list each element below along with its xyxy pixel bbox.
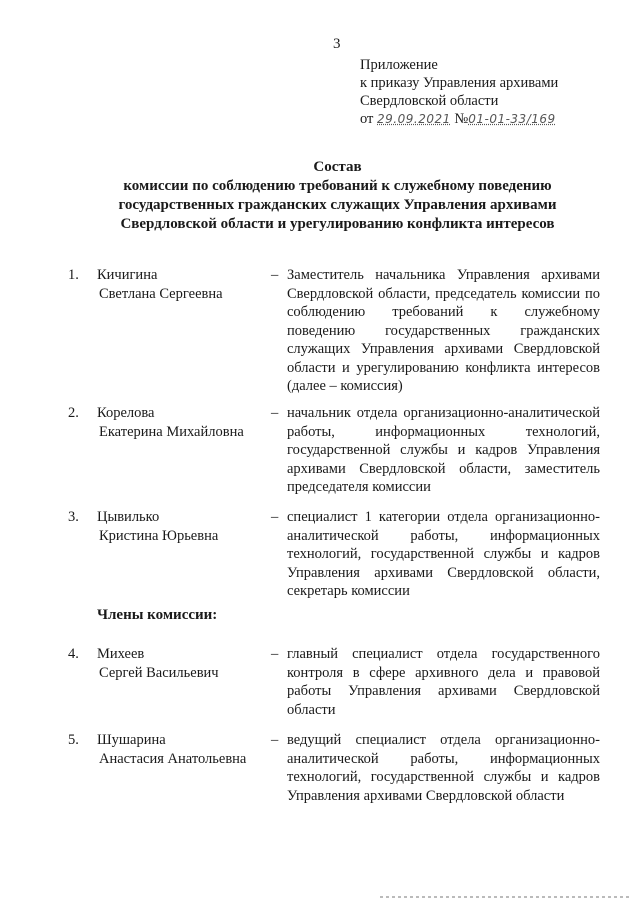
member-role: Заместитель начальника Управления архивами Свердловской области, председатель комиссии по соблюдению требований к служебному поведению государственных гражданских служащих Управления архивами Свердловской области и урегулированию конфликта интересов (далее – комиссия) [287, 267, 600, 394]
member-name [97, 508, 218, 545]
appendix-date-line [360, 110, 558, 128]
member-number: 5. [68, 732, 79, 748]
member-number: 2. [68, 405, 79, 421]
member-given-name: Екатерина Михайловна [99, 423, 244, 440]
dash-separator: – [271, 646, 279, 662]
title-line-2: государственных гражданских служащих Управления архивами [118, 197, 557, 213]
member-given-name: Анастасия Анатольевна [99, 750, 247, 767]
member-number: 3. [68, 509, 79, 525]
dash-separator: – [271, 405, 279, 421]
title-line-1: комиссии по соблюдению требований к служебному поведению [123, 178, 552, 194]
member-number: 4. [68, 646, 79, 662]
page-number: 3 [333, 36, 341, 52]
member-role: ведущий специалист отдела организационно-аналитической работы, информационных технологий, государственной службы и кадров Управления архивами Свердловской области [287, 732, 600, 804]
title-line-3: Свердловской области и урегулированию конфликта интересов [120, 216, 555, 232]
date-prefix: от [360, 111, 374, 127]
member-name [97, 266, 223, 303]
member-name [97, 645, 219, 682]
member-role: главный специалист отдела государственного контроля в сфере архивного дела и правовой работы Управления архивами Свердловской области [287, 646, 600, 718]
order-date: 29.09.2021 [377, 112, 451, 126]
member-role: специалист 1 категории отдела организационно-аналитической работы, информационных технологий, государственной службы и кадров Управления архивами Свердловской области, секретарь комиссии [287, 509, 600, 599]
member-name [97, 731, 246, 768]
number-prefix: № [454, 111, 469, 127]
appendix-line-2: к приказу Управления архивами [360, 75, 559, 91]
member-surname: Корелова [97, 405, 155, 421]
member-number: 1. [68, 267, 79, 283]
appendix-block [360, 56, 558, 128]
member-surname: Шушарина [97, 732, 166, 748]
title-heading: Состав [313, 159, 362, 175]
appendix-line-3: Свердловской области [360, 93, 499, 109]
member-surname: Цывилько [97, 509, 160, 525]
member-role: начальник отдела организационно-аналитической работы, информационных технологий, государственной службы и кадров Управления архивами Свердловской области, заместитель председателя комиссии [287, 405, 600, 495]
member-surname: Михеев [97, 646, 145, 662]
document-title [100, 158, 575, 234]
order-number: 01-01-33/169 [468, 112, 556, 126]
member-name [97, 404, 244, 441]
appendix-line-1: Приложение [360, 57, 438, 73]
dash-separator: – [271, 509, 279, 525]
member-given-name: Кристина Юрьевна [99, 527, 219, 544]
dash-separator: – [271, 732, 279, 748]
member-given-name: Светлана Сергеевна [99, 285, 223, 302]
members-heading: Члены комиссии: [97, 607, 218, 623]
dash-separator: – [271, 267, 279, 283]
scan-artifact-line [380, 896, 630, 898]
member-given-name: Сергей Васильевич [99, 664, 219, 681]
member-surname: Кичигина [97, 267, 158, 283]
